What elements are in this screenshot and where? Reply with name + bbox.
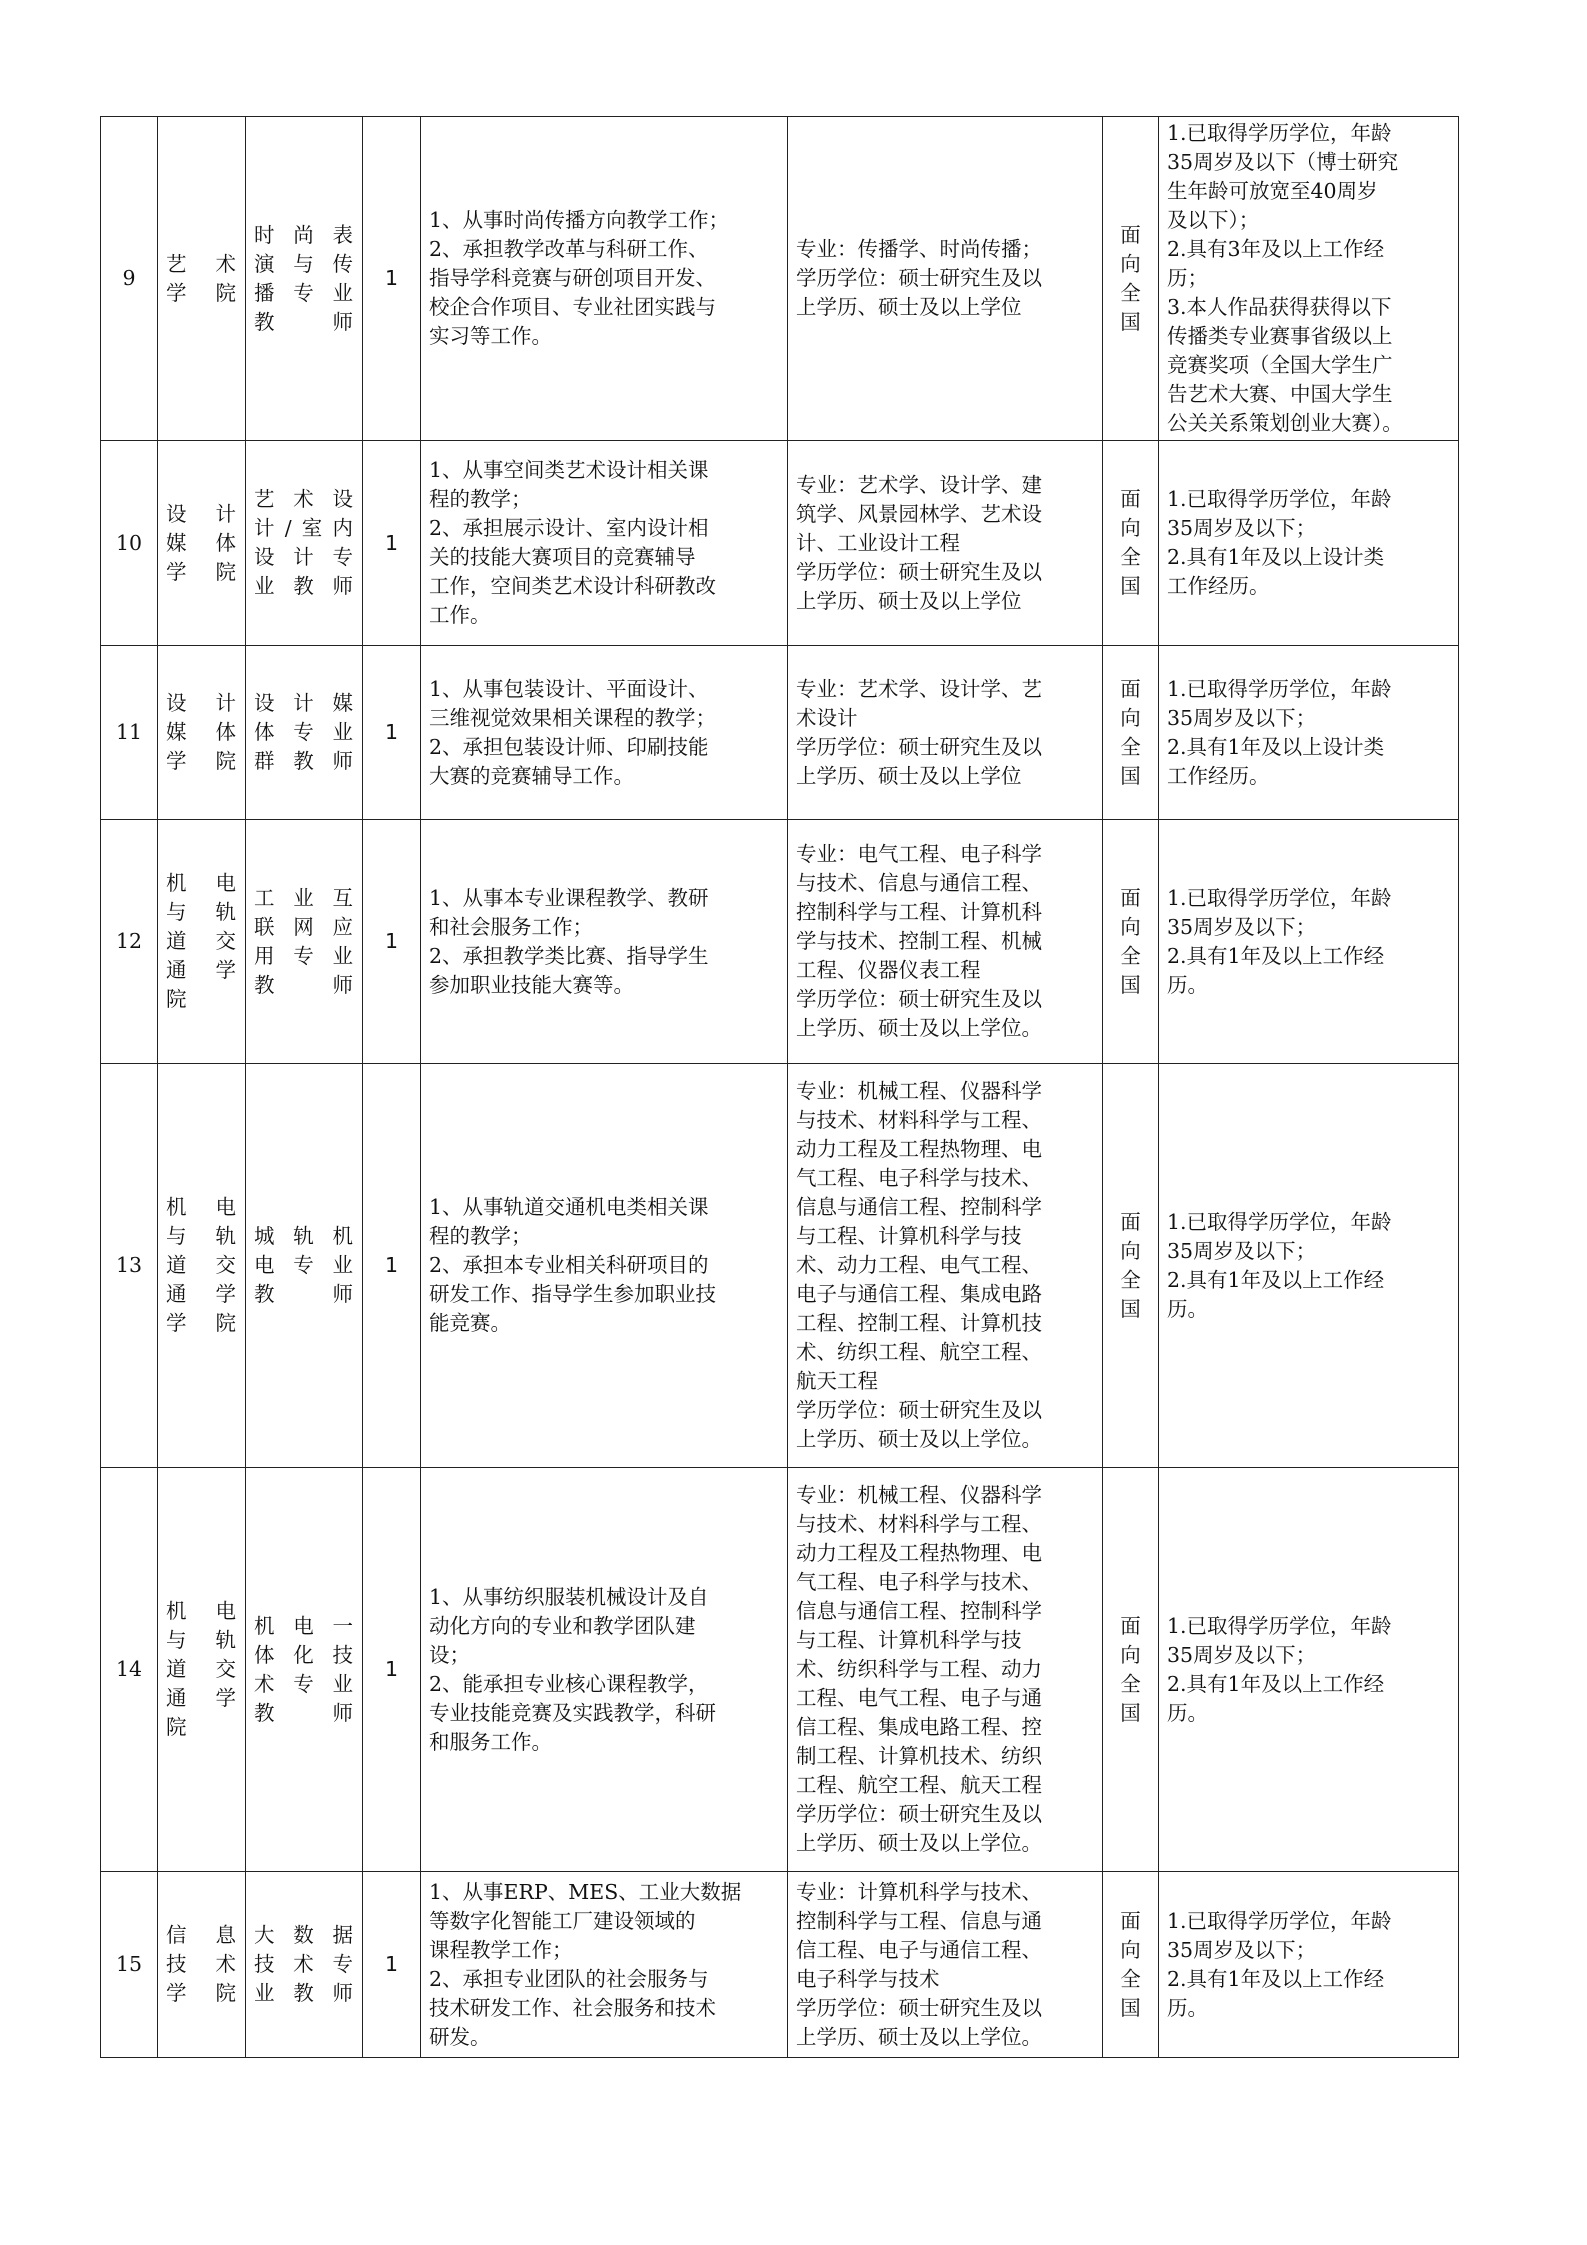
cell-line: 学院 [166,280,237,305]
cell-line: 及以下）； [1167,208,1260,232]
cell-line: 35周岁及以下； [1167,705,1317,730]
cell-line: 计、工业设计工程 [796,530,960,555]
cell-line: 面 [1120,885,1141,910]
cell-line: 大赛的竞赛辅导工作。 [429,763,634,788]
cell-line: 上学历、硕士及以上学位 [796,763,1022,788]
cell-line: 1、从事包装设计、平面设计、 [429,676,709,701]
cell-line: 面 [1120,1613,1141,1638]
cell-line: 全 [1120,545,1141,569]
cell-line: 公关关系策划创业大赛）。 [1167,411,1403,435]
other-requirements-cell [1159,820,1459,1064]
cell-line: 1.已取得学历学位，年龄 [1167,1209,1392,1234]
cell-line: 学历学位：硕士研究生及以 [796,266,1042,290]
cell-line: 设； [429,1642,470,1667]
recruit-scope-cell [1103,646,1159,820]
post-name-cell [246,820,363,1064]
cell-line: 全 [1120,734,1141,759]
cell-line: 35周岁及以下； [1167,1937,1317,1962]
cell-line: 面 [1120,676,1141,701]
major-requirements-cell [788,441,1103,646]
recruit-scope-cell [1103,441,1159,646]
major-requirements-cell [788,117,1103,441]
headcount-cell [363,117,421,441]
cell-line: 专业：机械工程、仪器科学 [796,1079,1042,1103]
cell-line: 工业互 [254,885,354,910]
duties-cell [421,646,788,820]
cell-line: 信工程、集成电路工程、控 [796,1715,1042,1739]
row-number-cell [101,1872,158,2058]
row-number-cell [101,820,158,1064]
cell-line: 历； [1167,266,1208,290]
cell-line: 专业：机械工程、仪器科学 [796,1483,1042,1507]
major-requirements-cell [788,1064,1103,1468]
cell-line: 研发。 [429,2024,491,2049]
cell-line: 历。 [1167,972,1208,997]
row-number-cell [101,117,158,441]
cell-line: 上学历、硕士及以上学位。 [796,1427,1042,1451]
cell-line: 上学历、硕士及以上学位。 [796,1831,1042,1855]
cell-line: 与 轨 [166,900,237,924]
other-requirements-cell [1159,441,1459,646]
cell-line: 工作经历。 [1167,574,1270,598]
table-row [101,1064,1459,1468]
cell-line: 和社会服务工作； [429,914,593,939]
cell-line: 技术研发工作、社会服务和技术 [429,1995,716,2020]
cell-line: 国 [1120,972,1141,997]
table-body [101,117,1459,2058]
cell-line: 2、承担展示设计、室内设计相 [429,516,709,540]
college-cell [158,820,246,1064]
cell-line: 工程、航空工程、航天工程 [796,1773,1042,1797]
cell-line: 1、从事时尚传播方向教学工作； [429,208,730,232]
cell-line: 1、从事空间类艺术设计相关课 [429,458,709,482]
cell-line: 航天工程 [796,1369,878,1393]
cell-line: 全 [1120,280,1141,305]
cell-line: 2、承担专业团队的社会服务与 [429,1966,709,1991]
cell-line: 2、承担教学类比赛、指导学生 [429,943,709,968]
cell-line: 关的技能大赛项目的竞赛辅导 [429,545,696,569]
cell-line: 教师 [254,309,354,334]
cell-line: 工作，空间类艺术设计科研教改 [429,574,716,598]
cell-line: 工程、仪器仪表工程 [796,958,981,982]
recruit-scope-cell [1103,820,1159,1064]
college-cell [158,1064,246,1468]
cell-line: 电子与通信工程、集成电路 [796,1282,1042,1306]
cell-line: 电子科学与技术 [796,1966,940,1991]
cell-line: 35周岁及以下； [1167,1642,1317,1667]
cell-line: 2、能承担专业核心课程教学， [429,1671,709,1696]
other-requirements-cell [1159,646,1459,820]
recruit-scope-cell [1103,1872,1159,2058]
cell-line: 工作经历。 [1167,763,1270,788]
cell-line: 历。 [1167,1700,1208,1725]
cell-line: 气工程、电子科学与技术、 [796,1570,1042,1594]
cell-line: 城轨机 [254,1224,354,1248]
cell-line: 上学历、硕士及以上学位 [796,588,1022,613]
table-row [101,1872,1459,2058]
post-name-cell [246,117,363,441]
cell-line: 道 交 [166,1253,237,1277]
recruit-scope-cell [1103,1468,1159,1872]
cell-line: 向 [1120,1937,1141,1962]
row-number-cell [101,646,158,820]
cell-line: 院 [166,987,188,1011]
cell-line: 向 [1120,1238,1141,1263]
cell-line: 参加职业技能大赛等。 [429,972,634,997]
cell-line: 面 [1120,487,1141,511]
cell-line: 2、承担包装设计师、印刷技能 [429,734,709,759]
cell-line: 控制科学与工程、信息与通 [796,1908,1042,1933]
cell-line: 体专业 [254,720,354,744]
post-name-cell [246,441,363,646]
cell-line: 全 [1120,1966,1141,1991]
post-name-cell [246,646,363,820]
cell-line: 工作。 [429,603,491,627]
other-requirements-cell [1159,1468,1459,1872]
cell-line: 媒 体 [166,720,237,744]
headcount-cell [363,441,421,646]
cell-line: 机 电 [166,1599,237,1623]
cell-line: 专业：艺术学、设计学、艺 [796,676,1042,701]
cell-line: 向 [1120,705,1141,730]
cell-line: 全 [1120,1671,1141,1696]
cell-line: 1、从事ERP、MES、工业大数据 [429,1879,742,1904]
cell-line: 道 交 [166,1657,237,1681]
cell-line: 学院 [166,749,237,773]
cell-line: 向 [1120,251,1141,276]
cell-line: 1.已取得学历学位，年龄 [1167,487,1392,511]
cell-line: 能竞赛。 [429,1311,511,1335]
cell-text: 11 [115,720,143,744]
cell-line: 与工程、计算机科学与技 [796,1628,1022,1652]
cell-line: 动力工程及工程热物理、电 [796,1137,1042,1161]
cell-line: 技术专 [254,1952,354,1976]
cell-line: 35周岁及以下（博士研究 [1167,150,1399,174]
cell-line: 艺 术 [166,251,237,276]
cell-line: 传播类专业赛事省级以上 [1167,324,1393,348]
cell-line: 术、纺织科学与工程、动力 [796,1657,1042,1681]
headcount-cell [363,1872,421,2058]
cell-line: 全 [1120,1267,1141,1292]
cell-text: 15 [115,1952,143,1976]
cell-line: 通 学 [166,958,237,982]
table-row [101,820,1459,1064]
cell-line: 国 [1120,1296,1141,1321]
cell-line: 气工程、电子科学与技术、 [796,1166,1042,1190]
cell-text: 1 [384,530,399,555]
cell-text: 12 [115,929,143,953]
cell-line: 2.具有1年及以上工作经 [1167,1267,1385,1292]
cell-line: 历。 [1167,1995,1208,2020]
cell-text: 1 [384,266,399,290]
college-cell [158,646,246,820]
cell-line: 教师 [254,972,354,997]
cell-line: 业教师 [254,574,354,598]
cell-line: 学历学位：硕士研究生及以 [796,1398,1042,1422]
cell-line: 1、从事纺织服装机械设计及自 [429,1584,709,1609]
college-cell [158,1872,246,2058]
cell-text: 1 [384,1952,399,1976]
cell-line: 院 [166,1715,188,1739]
cell-line: 学历学位：硕士研究生及以 [796,987,1042,1011]
cell-line: 术、动力工程、电气工程、 [796,1253,1042,1277]
cell-line: 学院 [166,559,237,584]
cell-line: 电专业 [254,1253,354,1277]
cell-line: 程的教学； [429,487,532,511]
cell-line: 专业：计算机科学与技术、 [796,1879,1042,1904]
cell-line: 控制科学与工程、计算机科 [796,900,1042,924]
cell-line: 2、承担教学改革与科研工作、 [429,237,709,261]
cell-line: 课程教学工作； [429,1937,573,1962]
cell-line: 向 [1120,1642,1141,1667]
cell-line: 35周岁及以下； [1167,516,1317,540]
cell-line: 向 [1120,516,1141,540]
cell-line: 1.已取得学历学位，年龄 [1167,885,1392,910]
cell-line: 信 息 [166,1923,237,1947]
cell-line: 与工程、计算机科学与技 [796,1224,1022,1248]
table-row [101,117,1459,441]
cell-line: 专业技能竞赛及实践教学，科研 [429,1700,716,1725]
headcount-cell [363,646,421,820]
cell-line: 信息与通信工程、控制科学 [796,1599,1042,1623]
cell-line: 35周岁及以下； [1167,1238,1317,1263]
cell-line: 学历学位：硕士研究生及以 [796,1802,1042,1826]
cell-line: 2.具有1年及以上设计类 [1167,545,1385,569]
row-number-cell [101,1468,158,1872]
cell-line: 动力工程及工程热物理、电 [796,1541,1042,1565]
recruitment-table [100,116,1459,2058]
cell-text: 1 [384,1253,399,1277]
cell-line: 联网应 [254,914,354,939]
cell-line: 1.已取得学历学位，年龄 [1167,676,1392,701]
cell-line: 与 轨 [166,1224,237,1248]
cell-line: 制工程、计算机技术、纺织 [796,1744,1042,1768]
cell-line: 群教师 [254,749,354,773]
cell-line: 道 交 [166,929,237,953]
cell-line: 术、纺织工程、航空工程、 [796,1340,1042,1364]
cell-line: 2.具有3年及以上工作经 [1167,237,1385,261]
cell-line: 与技术、材料科学与工程、 [796,1108,1042,1132]
cell-text: 1 [384,929,399,953]
post-name-cell [246,1468,363,1872]
cell-line: 机 电 [166,1195,237,1219]
duties-cell [421,1468,788,1872]
cell-line: 面 [1120,1209,1141,1234]
cell-line: 学历学位：硕士研究生及以 [796,559,1042,584]
cell-line: 指导学科竞赛与研创项目开发、 [429,266,716,290]
other-requirements-cell [1159,1872,1459,2058]
duties-cell [421,117,788,441]
cell-line: 上学历、硕士及以上学位 [796,295,1022,319]
cell-line: 设 计 [166,691,237,715]
cell-line: 艺术设 [254,487,354,511]
cell-line: 用专业 [254,943,354,968]
cell-text: 9 [122,266,136,290]
college-cell [158,1468,246,1872]
cell-line: 播专业 [254,280,354,305]
table-row [101,646,1459,820]
other-requirements-cell [1159,117,1459,441]
cell-line: 与技术、材料科学与工程、 [796,1512,1042,1536]
table-row [101,1468,1459,1872]
cell-line: 1.已取得学历学位，年龄 [1167,121,1392,145]
cell-line: 国 [1120,1700,1141,1725]
post-name-cell [246,1064,363,1468]
cell-line: 信工程、电子与通信工程、 [796,1937,1042,1962]
cell-line: 计/室内 [254,516,354,540]
cell-line: 教师 [254,1282,354,1306]
cell-line: 上学历、硕士及以上学位。 [796,1016,1042,1040]
cell-line: 1.已取得学历学位，年龄 [1167,1908,1392,1933]
cell-line: 时尚表 [254,222,354,247]
cell-text: 1 [384,720,399,744]
cell-line: 与技术、信息与通信工程、 [796,871,1042,895]
cell-line: 专业：电气工程、电子科学 [796,842,1042,866]
cell-line: 通 学 [166,1686,237,1710]
table-row [101,441,1459,646]
cell-line: 竞赛奖项（全国大学生广 [1167,353,1393,377]
cell-text: 1 [384,1657,399,1681]
cell-line: 2.具有1年及以上工作经 [1167,943,1385,968]
cell-line: 机 电 [166,871,237,895]
cell-line: 35周岁及以下； [1167,914,1317,939]
cell-line: 国 [1120,1995,1141,2020]
major-requirements-cell [788,820,1103,1064]
cell-line: 技 术 [166,1952,237,1976]
cell-line: 面 [1120,222,1141,247]
cell-line: 1.已取得学历学位，年龄 [1167,1613,1392,1638]
other-requirements-cell [1159,1064,1459,1468]
cell-line: 国 [1120,763,1141,788]
cell-text: 14 [115,1657,143,1681]
cell-line: 信息与通信工程、控制科学 [796,1195,1042,1219]
cell-line: 全 [1120,943,1141,968]
cell-line: 实习等工作。 [429,324,552,348]
cell-line: 向 [1120,914,1141,939]
cell-line: 学历学位：硕士研究生及以 [796,1995,1042,2020]
cell-line: 动化方向的专业和教学团队建 [429,1613,696,1638]
cell-line: 体化技 [254,1642,354,1667]
cell-line: 程的教学； [429,1224,532,1248]
cell-line: 1、从事轨道交通机电类相关课 [429,1195,709,1219]
cell-line: 工程、电气工程、电子与通 [796,1686,1042,1710]
cell-line: 术专业 [254,1671,354,1696]
headcount-cell [363,820,421,1064]
headcount-cell [363,1468,421,1872]
cell-line: 告艺术大赛、中国大学生 [1167,382,1393,406]
duties-cell [421,1872,788,2058]
cell-text: 10 [115,530,143,555]
headcount-cell [363,1064,421,1468]
cell-line: 研发工作、指导学生参加职业技 [429,1282,716,1306]
cell-line: 大数据 [254,1923,354,1947]
duties-cell [421,441,788,646]
cell-line: 通 学 [166,1282,237,1306]
cell-line: 媒 体 [166,530,237,555]
recruit-scope-cell [1103,117,1159,441]
cell-line: 设 计 [166,501,237,526]
row-number-cell [101,1064,158,1468]
cell-line: 教师 [254,1700,354,1725]
cell-line: 面 [1120,1908,1141,1933]
cell-line: 2.具有1年及以上设计类 [1167,734,1385,759]
cell-line: 2.具有1年及以上工作经 [1167,1671,1385,1696]
cell-line: 三维视觉效果相关课程的教学； [429,705,716,730]
cell-line: 3.本人作品获得获得以下 [1167,295,1392,319]
cell-line: 机电一 [254,1613,354,1638]
cell-line: 学院 [166,1311,237,1335]
cell-line: 国 [1120,574,1141,598]
cell-line: 学历学位：硕士研究生及以 [796,734,1042,759]
cell-line: 等数字化智能工厂建设领域的 [429,1908,696,1933]
cell-line: 2.具有1年及以上工作经 [1167,1966,1385,1991]
cell-line: 学与技术、控制工程、机械 [796,929,1042,953]
cell-line: 专业：艺术学、设计学、建 [796,472,1042,497]
post-name-cell [246,1872,363,2058]
cell-line: 术设计 [796,705,858,730]
cell-line: 生年龄可放宽至40周岁 [1167,179,1378,203]
cell-line: 学院 [166,1981,237,2005]
duties-cell [421,1064,788,1468]
cell-line: 设计媒 [254,691,354,715]
cell-line: 筑学、风景园林学、艺术设 [796,501,1042,526]
cell-line: 工程、控制工程、计算机技 [796,1311,1042,1335]
cell-line: 设计专 [254,545,354,569]
major-requirements-cell [788,646,1103,820]
cell-line: 国 [1120,309,1141,334]
cell-line: 专业：传播学、时尚传播； [796,237,1042,261]
cell-text: 13 [115,1253,143,1277]
cell-line: 演与传 [254,251,354,276]
cell-line: 和服务工作。 [429,1729,552,1754]
cell-line: 业教师 [254,1981,354,2005]
cell-line: 校企合作项目、专业社团实践与 [429,295,716,319]
cell-line: 与 轨 [166,1628,237,1652]
cell-line: 1、从事本专业课程教学、教研 [429,885,709,910]
major-requirements-cell [788,1872,1103,2058]
college-cell [158,117,246,441]
major-requirements-cell [788,1468,1103,1872]
cell-line: 历。 [1167,1296,1208,1321]
college-cell [158,441,246,646]
cell-line: 2、承担本专业相关科研项目的 [429,1253,709,1277]
duties-cell [421,820,788,1064]
cell-line: 上学历、硕士及以上学位。 [796,2024,1042,2049]
row-number-cell [101,441,158,646]
recruit-scope-cell [1103,1064,1159,1468]
